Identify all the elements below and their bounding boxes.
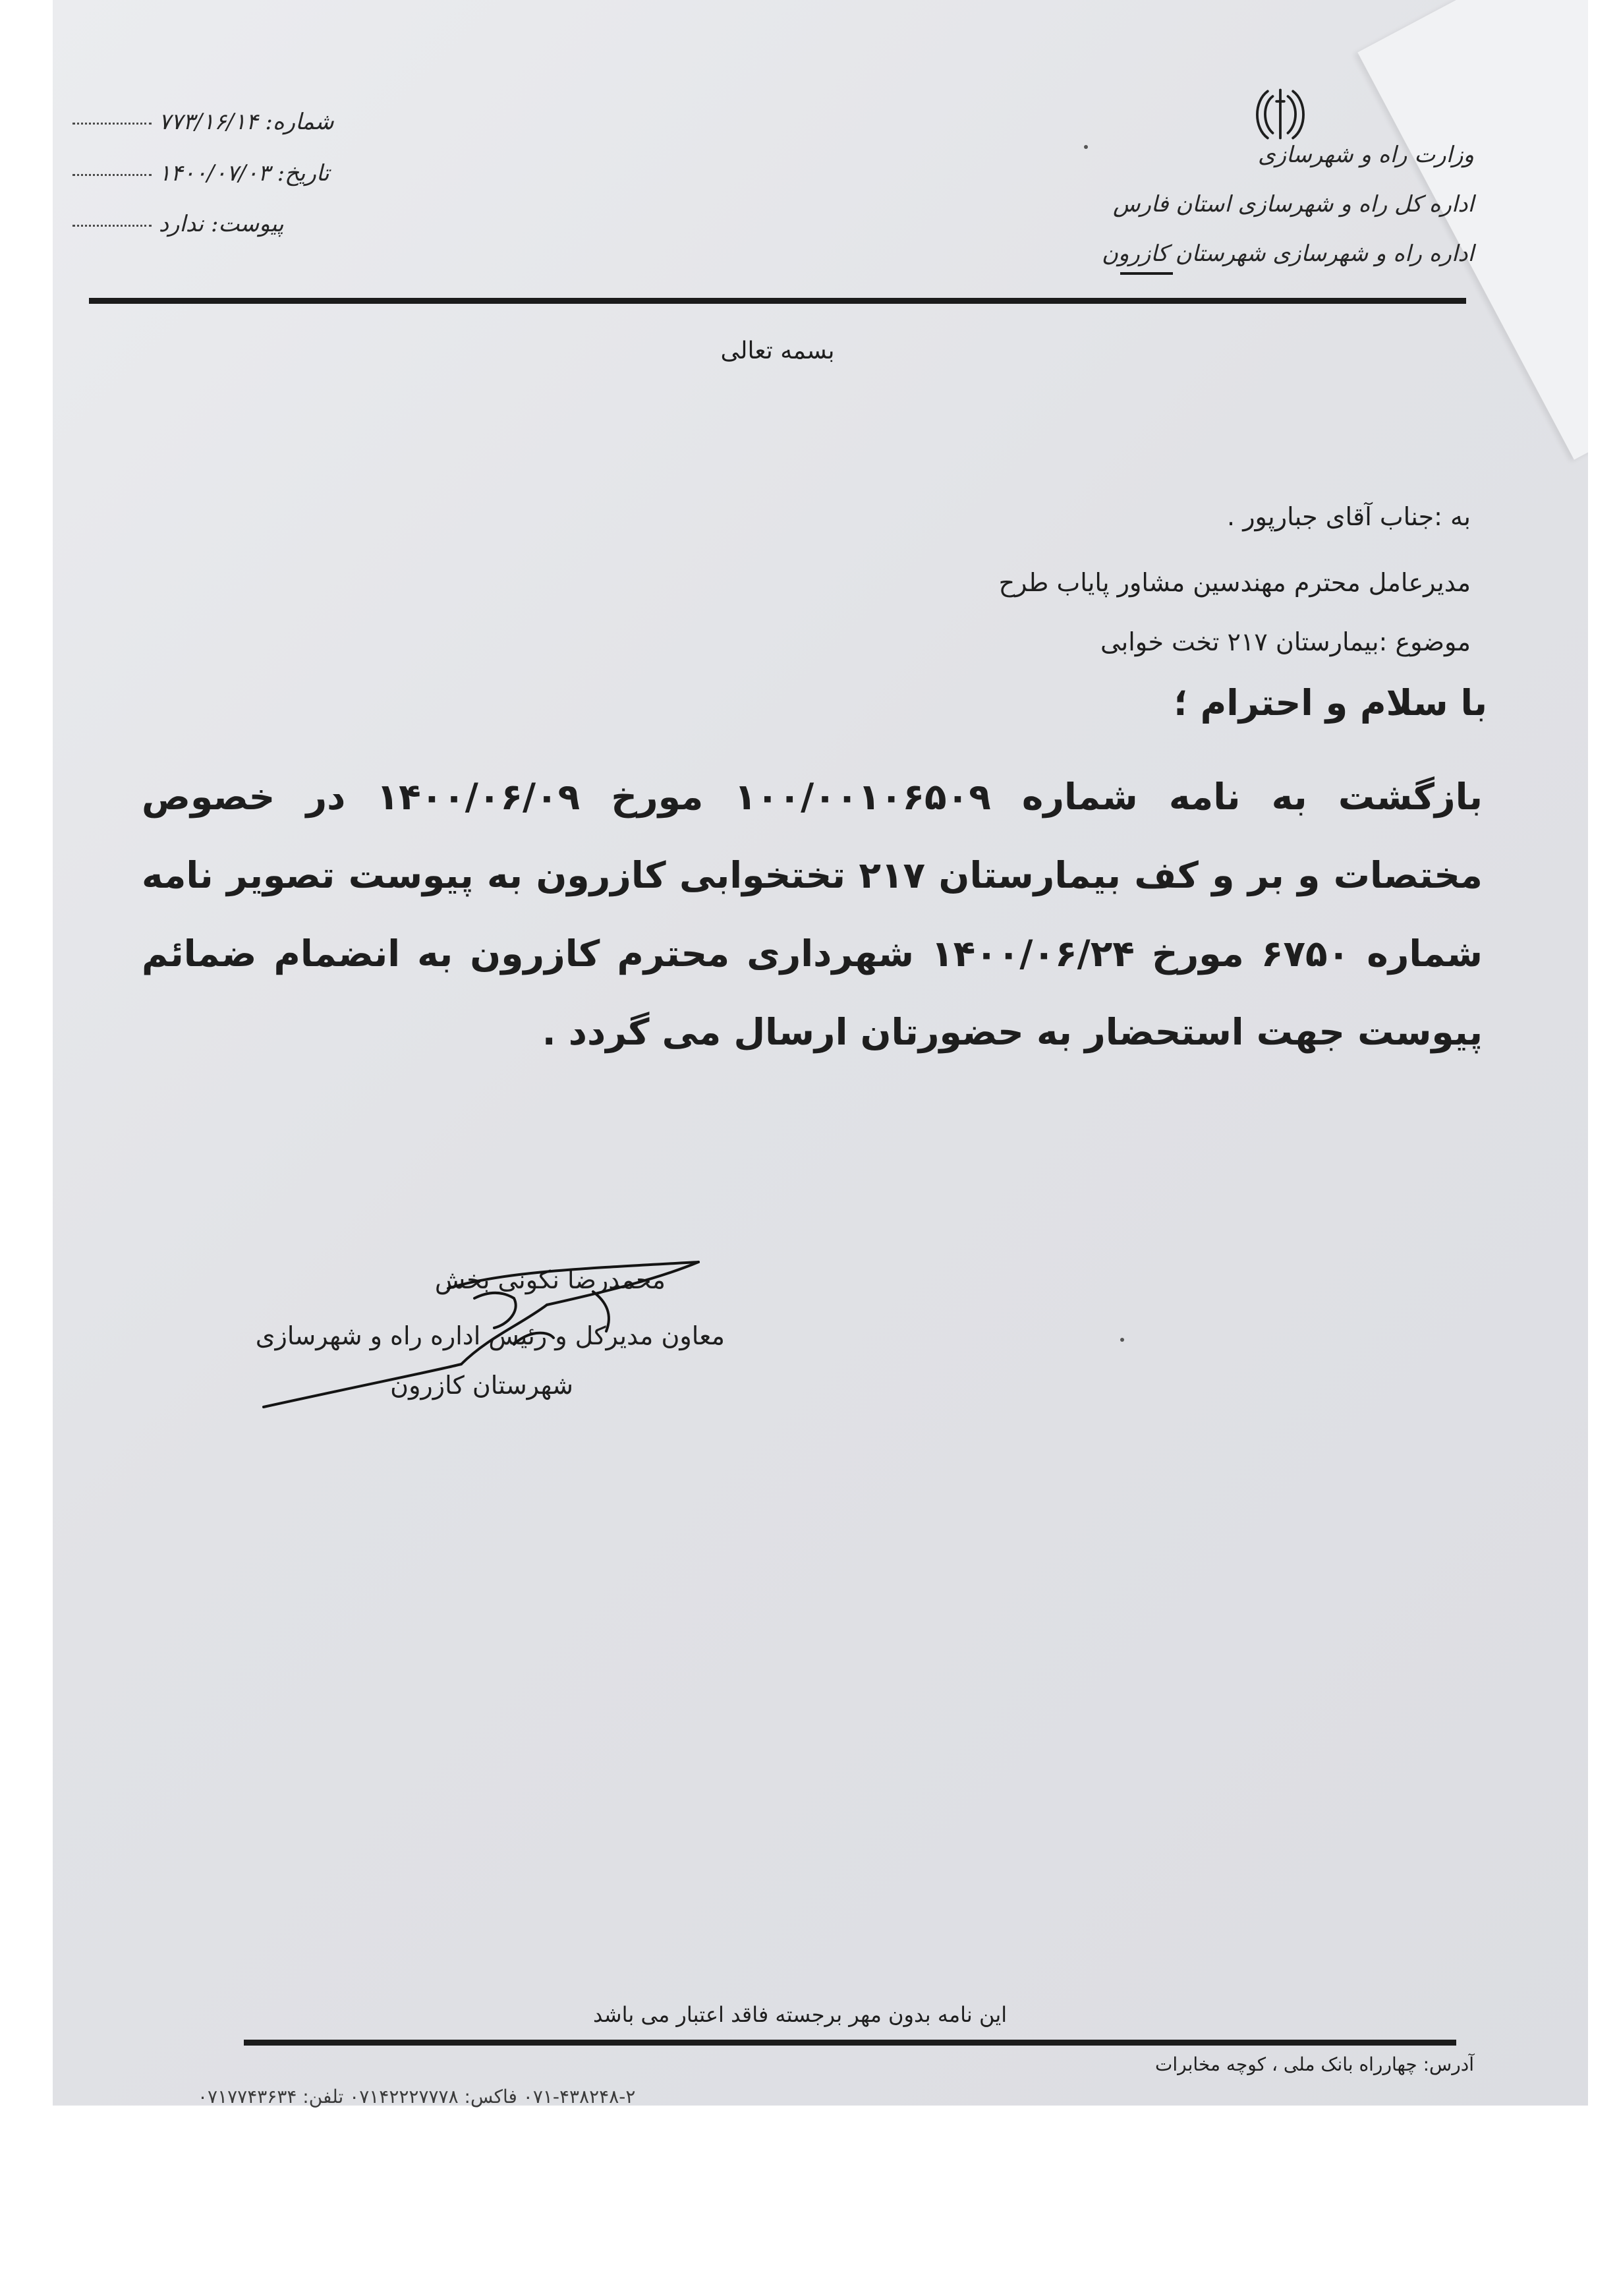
scan-speck	[1084, 145, 1088, 149]
letter-subject: موضوع :بیمارستان ۲۱۷ تخت خوابی	[1100, 627, 1471, 656]
letter-attachment	[66, 211, 284, 237]
recipient-title: مدیرعامل محترم مهندسین مشاور پایاب طرح	[998, 568, 1471, 597]
signatory-name: محمدرضا نکونی بخش	[434, 1265, 666, 1294]
letter-date	[66, 160, 329, 187]
footer-divider	[244, 2040, 1456, 2046]
folded-corner	[1357, 0, 1588, 460]
signature-block	[198, 1252, 725, 1450]
letter-date-label: تاریخ:	[277, 160, 329, 187]
footer-phones: ۰۷۱-۴۳۸۲۴۸-۲ فاکس: ۰۷۱۴۲۲۲۷۷۷۸ تلفن: ۰۷۱۷۷۴۳۶۳۴	[198, 2086, 636, 2108]
dotted-leader	[72, 174, 152, 176]
letter-body: بازگشت به نامه شماره ۱۰۰/۰۰۱۰۶۵۰۹ مورخ ۱۴۰۰/۰۶/۰۹ در خصوص مختصات و بر و کف بیمارستان ۲۱۷ تختخوابی کازرون به پیوست تصویر نامه شماره ۶۷۵۰ مورخ ۱۴۰۰/۰۶/۲۴ شهرداری محترم کازرون به انضمام ضمائم پیوست جهت استحضار به حضورتان ارسال می گردد .	[142, 776, 1483, 1053]
org-underline	[1120, 272, 1173, 275]
letter-attachment-value: ندارد	[158, 211, 204, 237]
letter-number	[66, 109, 334, 135]
letter-date-value: ۱۴۰۰/۰۷/۰۳	[158, 160, 270, 187]
letter-number-label: شماره:	[265, 109, 334, 135]
validity-note: این نامه بدون مهر برجسته فاقد اعتبار می باشد	[593, 2002, 1008, 2027]
org-province: اداره کل راه و شهرسازی استان فارس	[1112, 191, 1474, 217]
org-county: اداره راه و شهرسازی شهرستان کازرون	[1102, 241, 1474, 267]
recipient-to: به :جناب آقای جبارپور .	[1227, 502, 1471, 531]
basmala: بسمه تعالی	[720, 337, 835, 364]
greeting: با سلام و احترام ؛	[1174, 682, 1487, 724]
signatory-city: شهرستان کازرون	[390, 1371, 573, 1400]
header-divider	[89, 298, 1466, 304]
org-ministry: وزارت راه و شهرسازی	[1257, 142, 1474, 168]
footer-address: آدرس: چهارراه بانک ملی ، کوچه مخابرات	[1155, 2053, 1474, 2075]
dotted-leader	[72, 123, 152, 125]
dotted-leader	[72, 225, 152, 227]
signatory-position: معاون مدیرکل و رئیس اداره راه و شهرسازی	[255, 1321, 725, 1350]
scan-speck	[1120, 1338, 1124, 1342]
letter-attachment-label: پیوست:	[210, 211, 284, 237]
iran-emblem-icon	[1249, 82, 1312, 146]
letter-number-value: ۷۷۳/۱۶/۱۴	[158, 109, 258, 135]
